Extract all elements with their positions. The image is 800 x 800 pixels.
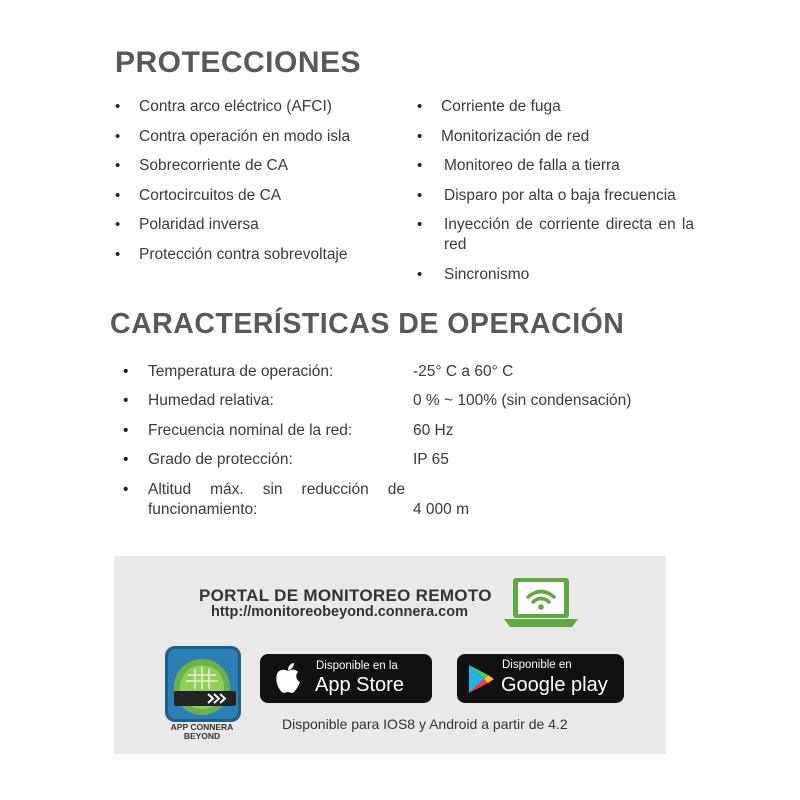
list-item: • Cortocircuitos de CA [115,186,405,206]
spec-row [123,480,663,520]
availability-text: Disponible para IOS8 y Android a partir de 4.2 [282,716,568,732]
app-store-small-text: Disponible en la [316,660,398,672]
spec-value: -25° C a 60° C [413,363,514,380]
app-name-label: APP CONNERA BEYOND [170,722,234,741]
google-play-button[interactable] [457,654,624,703]
app-store-button[interactable] [260,654,432,703]
list-item: • Disparo por alta o baja frecuencia [417,186,697,206]
spec-row [123,450,663,470]
spec-label: • Frecuencia nominal de la red: [148,422,353,439]
section-title-caracteristicas: CARACTERÍSTICAS DE OPERACIÓN [110,308,625,340]
list-item: • Contra arco eléctrico (AFCI) [115,97,405,117]
list-item: • Monitorización de red [417,127,697,147]
spec-label: • Temperatura de operación: [148,363,334,380]
laptop-wifi-icon [504,576,578,630]
protecciones-right-list [417,97,697,285]
list-item: • Polaridad inversa [115,215,405,235]
spec-label: • Altitud máx. sin reducción de funcionamiento: [148,481,405,518]
connera-beyond-app-icon[interactable] [164,645,242,723]
spec-value: 4 000 m [413,501,470,518]
spec-row [123,391,663,411]
spec-label: • Grado de protección: [148,451,293,468]
portal-title: PORTAL DE MONITOREO REMOTO [199,586,492,605]
section-title-protecciones: PROTECCIONES [115,46,362,79]
google-play-icon [467,664,495,694]
spec-value: 60 Hz [413,422,454,439]
protecciones-left-list [115,97,405,265]
spec-label: • Humedad relativa: [148,392,274,409]
spec-row [123,421,663,441]
list-item: • Protección contra sobrevoltaje [115,245,405,265]
app-store-big-text: App Store [315,674,404,696]
spec-value: 0 % ~ 100% (sin condensación) [413,392,632,409]
google-play-big-text: Google play [501,674,608,696]
monitoring-portal-panel [114,556,666,754]
list-item: • Sobrecorriente de CA [115,156,405,176]
list-item: • Contra operación en modo isla [115,127,405,147]
google-play-small-text: Disponible en [502,659,572,671]
list-item: • Corriente de fuga [417,97,697,117]
list-item: • Inyección de corriente directa en la red [417,215,694,255]
spec-row [123,362,663,382]
apple-icon [274,662,302,694]
portal-url-link[interactable]: http://monitoreobeyond.connera.com [211,604,468,620]
list-item: • Monitoreo de falla a tierra [417,156,697,176]
list-item: • Sincronismo [417,265,697,285]
spec-value: IP 65 [413,451,449,468]
